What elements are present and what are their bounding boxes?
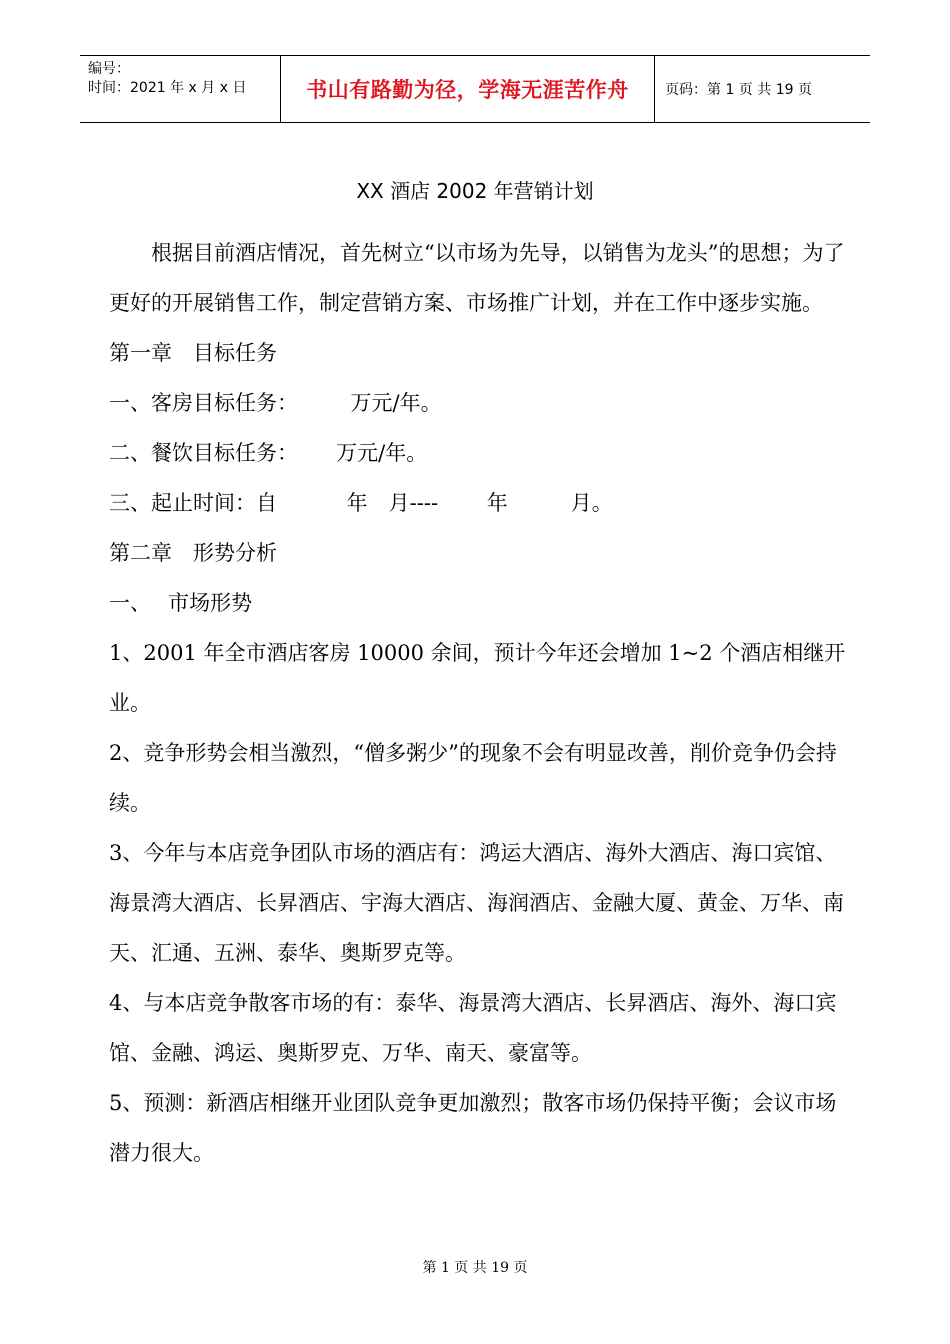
analysis-point: 1、2001 年全市酒店客房 10000 余间，预计今年还会增加 1~2 个酒店相继开业。 (109, 641, 846, 715)
target-item: 一、客房目标任务： 万元/年。 (109, 391, 442, 415)
chapter-heading: 第二章 形势分析 (109, 541, 277, 565)
header-motto: 书山有路勤为径，学海无涯苦作舟 (281, 56, 655, 122)
analysis-point: 3、今年与本店竞争团队市场的酒店有：鸿运大酒店、海外大酒店、海口宾馆、海景湾大酒店、长昇酒店、宇海大酒店、海润酒店、金融大厦、黄金、万华、南天、汇通、五洲、泰华、奥斯罗克等。 (109, 841, 844, 965)
document-body (109, 228, 854, 1178)
document-header (80, 55, 870, 123)
analysis-point: 2、竞争形势会相当激烈，“僧多粥少”的现象不会有明显改善，削价竞争仍会持续。 (109, 741, 837, 815)
header-page-info: 页码：第 1 页 共 19 页 (665, 82, 812, 98)
time-label: 时间：2021 年 x 月 x 日 (88, 80, 247, 96)
analysis-point: 5、预测：新酒店相继开业团队竞争更加激烈；散客市场仍保持平衡；会议市场潜力很大。 (109, 1091, 837, 1165)
page-footer: 第 1 页 共 19 页 (422, 1260, 528, 1276)
section-heading: 一、 市场形势 (109, 591, 253, 615)
header-meta (80, 56, 281, 122)
number-label: 编号： (88, 61, 130, 77)
document-title: XX 酒店 2002 年营销计划 (356, 179, 594, 203)
target-item: 二、餐饮目标任务： 万元/年。 (109, 441, 428, 465)
chapter-heading: 第一章 目标任务 (109, 341, 277, 365)
intro-paragraph: 根据目前酒店情况，首先树立“以市场为先导，以销售为龙头”的思想；为了更好的开展销售工作，制定营销方案、市场推广计划，并在工作中逐步实施。 (109, 241, 845, 315)
analysis-point: 4、与本店竞争散客市场的有：泰华、海景湾大酒店、长昇酒店、海外、海口宾馆、金融、鸿运、奥斯罗克、万华、南天、豪富等。 (109, 991, 837, 1065)
target-item: 三、起止时间：自 年 月---- 年 月。 (109, 491, 613, 515)
